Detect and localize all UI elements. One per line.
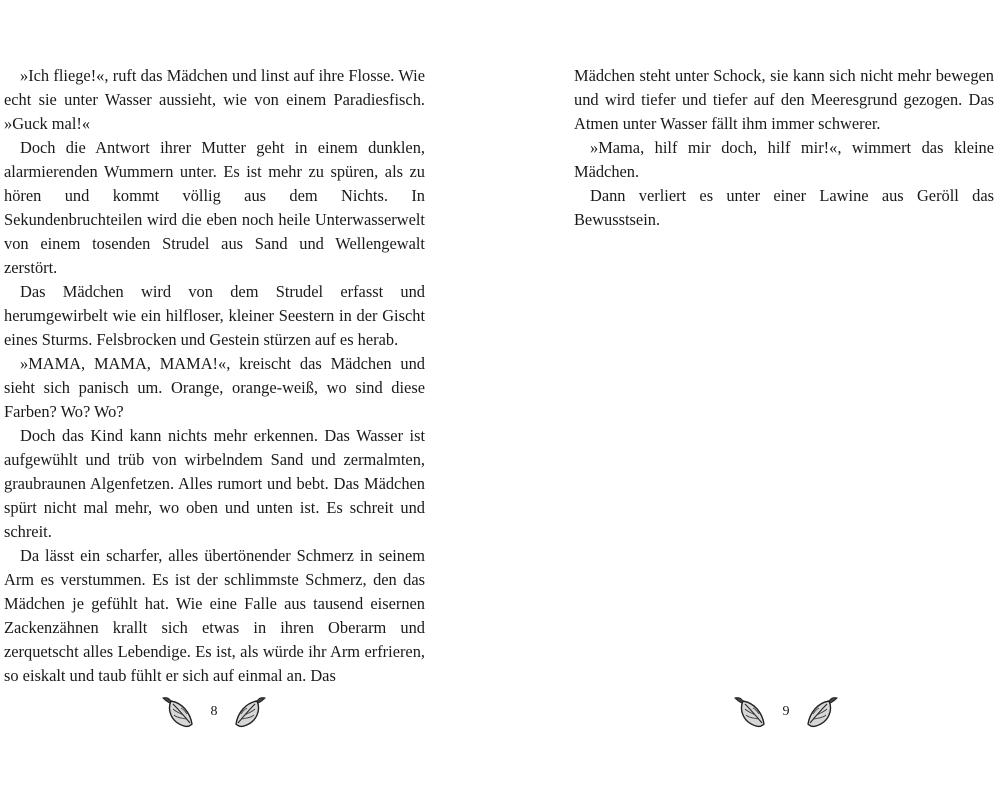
paragraph: Doch die Antwort ihrer Mutter geht in einem dunklen, alarmierenden Wummern unter. Es ist mehr zu spüren, als zu hören und kommt völlig aus dem Nichts. In Sekundenbruchteilen wird die eben noch heile Unterwasserwelt von einem tosenden Strudel aus Sand und Wellengewalt zerstört.	[4, 138, 425, 277]
page-footer-right	[732, 694, 840, 730]
paragraph: Doch das Kind kann nichts mehr erkennen. Das Wasser ist aufgewühlt und trüb von wirbelndem Sand und zermalmten, graubraunen Algenfetzen. Alles rumort und bebt. Das Mädchen spürt nicht mal mehr, wo oben und unten ist. Es schreit und schreit.	[4, 426, 425, 541]
right-page	[574, 64, 994, 232]
leaf-ornament-icon	[232, 694, 268, 730]
right-page-text	[574, 64, 994, 232]
paragraph: »Mama, hilf mir doch, hilf mir!«, wimmert das kleine Mädchen.	[574, 138, 994, 181]
paragraph: Das Mädchen wird von dem Strudel erfasst und herumgewirbelt wie ein hilfloser, kleiner Seestern in der Gischt eines Sturms. Felsbrocken und Gestein stürzen auf es herab.	[4, 282, 425, 349]
paragraph: Dann verliert es unter einer Lawine aus Geröll das Bewusstsein.	[574, 186, 994, 229]
page-footer-left	[160, 694, 268, 730]
left-page	[4, 64, 425, 688]
leaf-ornament-icon	[160, 694, 196, 730]
paragraph: Da lässt ein scharfer, alles übertönender Schmerz in seinem Arm es verstummen. Es ist der schlimmste Schmerz, den das Mädchen je gefühlt hat. Wie eine Falle aus tausend eisernen Zackenzähnen krallt sich etwas in ihren Oberarm und zerquetscht alles Lebendige. Es ist, als würde ihr Arm erfrieren, so eiskalt und taub fühlt er sich auf einmal an. Das	[4, 546, 425, 685]
paragraph-continuation: Mädchen steht unter Schock, sie kann sich nicht mehr bewegen und wird tiefer und tiefer auf den Meeresgrund gezogen. Das Atmen unter Wasser fällt ihm immer schwerer.	[574, 66, 994, 133]
paragraph: »Ich fliege!«, ruft das Mädchen und linst auf ihre Flosse. Wie echt sie unter Wasser aussieht, wie von einem Paradiesfisch. »Guck mal!«	[4, 66, 425, 133]
left-page-text	[4, 64, 425, 688]
page-number: 9	[782, 704, 790, 719]
leaf-ornament-icon	[732, 694, 768, 730]
leaf-ornament-icon	[804, 694, 840, 730]
paragraph: »MAMA, MAMA, MAMA!«, kreischt das Mädchen und sieht sich panisch um. Orange, orange-weiß, wo sind diese Farben? Wo? Wo?	[4, 354, 425, 421]
page-number: 8	[210, 704, 218, 719]
